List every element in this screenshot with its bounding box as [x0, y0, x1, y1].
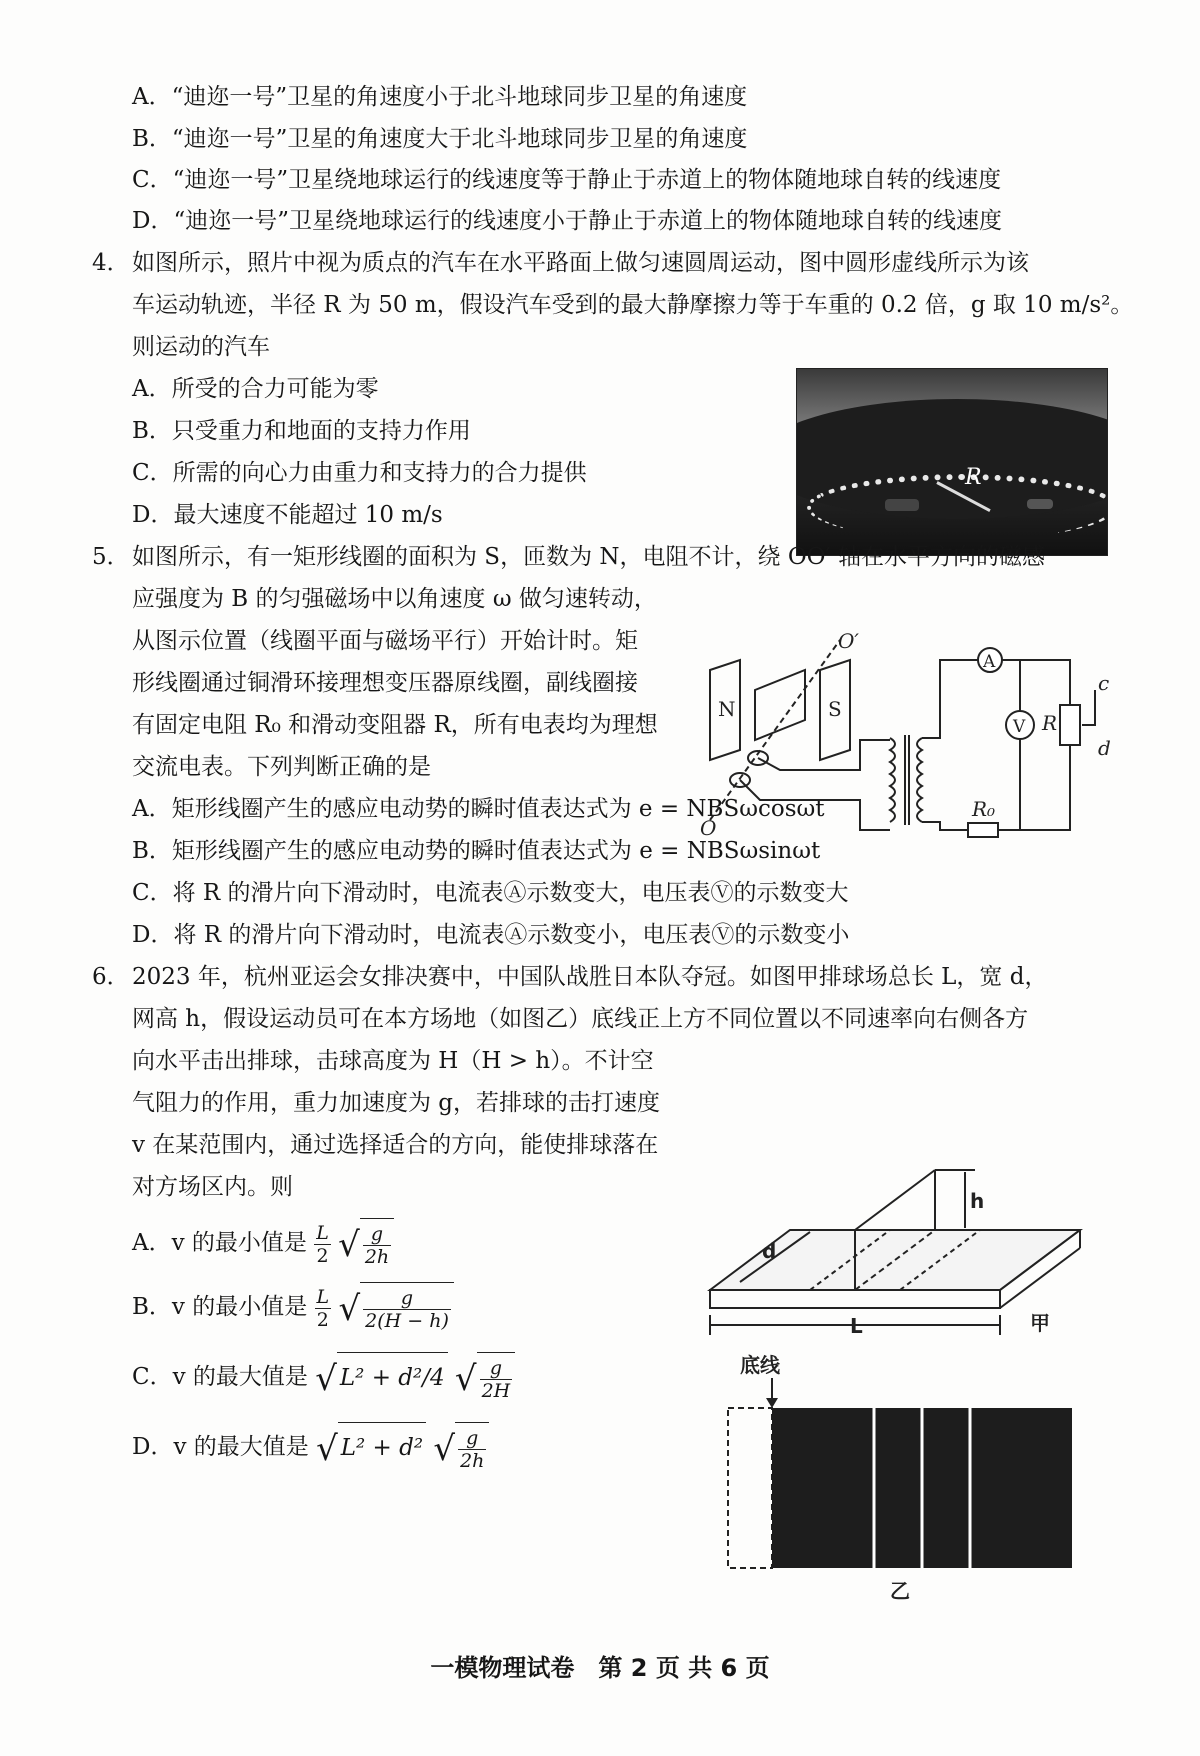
root-numerator: g — [363, 1287, 451, 1310]
q5-stem-6: 交流电表。下列判断正确的是 — [132, 754, 431, 780]
court-front-face — [710, 1290, 1000, 1308]
serving-zone — [728, 1408, 772, 1568]
q5-stem-4: 形线圈通过铜滑环接理想变压器原线圈，副线圈接 — [132, 670, 638, 696]
label-d: d — [1098, 736, 1111, 760]
label-ammeter: A — [983, 652, 996, 672]
q5-stem-1: 如图所示，有一矩形线圈的面积为 S，匝数为 N，电阻不计，绕 OO′ 轴在水平方向的磁感 — [132, 544, 1046, 570]
resistor-r0 — [968, 823, 998, 837]
q4-stem-2: 车运动轨迹，半径 R 为 50 m，假设汽车受到的最大静摩擦力等于车重的 0.2 倍，g 取 10 m/s²。 — [132, 292, 1134, 318]
page-footer: 一模物理试卷 第 2 页 共 6 页 — [430, 1654, 770, 1682]
square-root-outer: √ L² + d² — [316, 1422, 426, 1474]
square-root: √ $\frac{g}{2h}$ — [433, 1422, 489, 1474]
label-o-prime: O′ — [838, 630, 859, 653]
label-r: R — [1042, 711, 1058, 735]
lead-bottom — [740, 780, 890, 830]
q5-option-b: B．矩形线圈产生的感应电动势的瞬时值表达式为 e = NBSωsinωt — [132, 838, 821, 864]
square-root: √ $\frac{g}{2(H - h)}$ — [338, 1282, 453, 1334]
q4-option-c: C．所需的向心力由重力和支持力的合力提供 — [132, 460, 587, 486]
q4-option-b: B．只受重力和地面的支持力作用 — [132, 418, 471, 444]
root-denominator: 2H — [481, 1379, 511, 1402]
square-root: √ $\frac{g}{2h}$ — [338, 1218, 394, 1270]
q3-option-c: C．“迪迩一号”卫星绕地球运行的线速度等于静止于赤道上的物体随地球自转的线速度 — [132, 167, 1002, 193]
coil — [755, 670, 805, 740]
label-n: N — [718, 697, 736, 721]
q6-stem-5: v 在某范围内，通过选择适合的方向，能使排球落在 — [132, 1132, 659, 1158]
secondary-coil — [917, 738, 922, 822]
secondary-loop — [922, 660, 1070, 830]
frac-numerator: L — [316, 1285, 330, 1308]
label-baseline: 底线 — [740, 1353, 780, 1377]
photo-car-2 — [1027, 499, 1053, 509]
q6-option-a-prefix: A．v 的最小值是 — [132, 1230, 307, 1256]
volleyball-court-figure-jia — [700, 1150, 1120, 1340]
root-numerator: g — [458, 1427, 486, 1450]
label-jia: 甲 — [1030, 1311, 1050, 1335]
baseline-arrowhead — [766, 1398, 778, 1408]
q6-stem-1: 2023 年，杭州亚运会女排决赛中，中国队战胜日本队夺冠。如图甲排球场总长 L，宽 d， — [132, 964, 1048, 990]
q5-number: 5． — [92, 544, 130, 570]
root-radicand: L² + d²/4 — [337, 1352, 448, 1403]
q6-stem-4: 气阻力的作用，重力加速度为 g，若排球的击打速度 — [132, 1090, 661, 1116]
label-c: c — [1098, 671, 1110, 695]
court-plan-figure-yi — [700, 1348, 1100, 1604]
q4-option-d: D．最大速度不能超过 10 m/s — [132, 502, 443, 528]
label-l: L — [850, 1314, 863, 1338]
label-o: O — [700, 816, 717, 840]
q4-option-a: A．所受的合力可能为零 — [132, 376, 379, 402]
q6-stem-3: 向水平击出排球，击球高度为 H（H > h）。不计空 — [132, 1048, 654, 1074]
root-radicand: L² + d² — [338, 1422, 426, 1473]
photo-car — [885, 499, 919, 511]
frac-denominator: 2 — [316, 1308, 329, 1331]
q6-stem-6: 对方场区内。则 — [132, 1174, 293, 1200]
race-track-photo — [796, 368, 1108, 556]
q3-option-d: D．“迪迩一号”卫星绕地球运行的线速度小于静止于赤道上的物体随地球自转的线速度 — [132, 208, 1002, 234]
photo-circular-track — [807, 474, 1108, 540]
q4-number: 4． — [92, 250, 130, 276]
q5-stem-2: 应强度为 B 的匀强磁场中以角速度 ω 做匀速转动， — [132, 586, 657, 612]
net-top-line — [855, 1170, 935, 1230]
label-h: h — [970, 1189, 985, 1213]
rheostat-slider — [1082, 690, 1095, 725]
q4-stem-1: 如图所示，照片中视为质点的汽车在水平路面上做匀速圆周运动，图中圆形虚线所示为该 — [132, 250, 1029, 276]
q4-stem-3: 则运动的汽车 — [132, 334, 270, 360]
fraction — [315, 1286, 332, 1331]
primary-coil — [890, 738, 895, 822]
square-root-outer: √ L² + d²/4 — [315, 1352, 447, 1404]
frac-denominator: 2 — [316, 1244, 329, 1267]
q3-option-a: A．“迪迩一号”卫星的角速度小于北斗地球同步卫星的角速度 — [132, 84, 748, 110]
q6-number: 6． — [92, 964, 130, 990]
label-r0: R₀ — [972, 797, 996, 821]
q6-option-d — [132, 1422, 489, 1474]
fraction — [314, 1222, 331, 1267]
q5-stem-5: 有固定电阻 R₀ 和滑动变阻器 R，所有电表均为理想 — [132, 712, 658, 738]
lead-top — [758, 740, 890, 770]
square-root: √ $\frac{g}{2H}$ — [455, 1352, 515, 1404]
label-s: S — [828, 697, 842, 721]
photo-radius-label: R — [965, 465, 982, 490]
q6-option-c — [132, 1352, 515, 1404]
q6-option-d-prefix: D．v 的最大值是 — [132, 1434, 309, 1460]
q5-option-a: A．矩形线圈产生的感应电动势的瞬时值表达式为 e = NBSωcosωt — [132, 796, 825, 822]
q6-stem-2: 网高 h，假设运动员可在本方场地（如图乙）底线正上方不同位置以不同速率向右侧各方 — [132, 1006, 1029, 1032]
root-numerator: g — [363, 1223, 391, 1246]
root-denominator: 2(H − h) — [365, 1309, 449, 1332]
q5-option-d: D．将 R 的滑片向下滑动时，电流表Ⓐ示数变小，电压表Ⓥ的示数变小 — [132, 922, 850, 948]
root-denominator: 2h — [460, 1449, 485, 1472]
q5-stem-3: 从图示位置（线圈平面与磁场平行）开始计时。矩 — [132, 628, 638, 654]
q6-option-b — [132, 1282, 454, 1334]
label-d: d — [762, 1239, 777, 1263]
root-denominator: 2h — [364, 1245, 390, 1268]
q6-option-b-prefix: B．v 的最小值是 — [132, 1294, 308, 1320]
frac-numerator: L — [316, 1221, 329, 1244]
label-voltmeter: V — [1013, 717, 1026, 737]
rheostat-r — [1060, 705, 1080, 745]
root-numerator: g — [480, 1357, 513, 1380]
q3-option-b: B．“迪迩一号”卫星的角速度大于北斗地球同步卫星的角速度 — [132, 126, 748, 152]
q6-option-c-prefix: C．v 的最大值是 — [132, 1364, 308, 1390]
generator-circuit-diagram — [700, 630, 1120, 840]
q5-option-c: C．将 R 的滑片向下滑动时，电流表Ⓐ示数变大，电压表Ⓥ的示数变大 — [132, 880, 849, 906]
label-yi: 乙 — [890, 1579, 910, 1603]
q6-option-a — [132, 1218, 394, 1270]
